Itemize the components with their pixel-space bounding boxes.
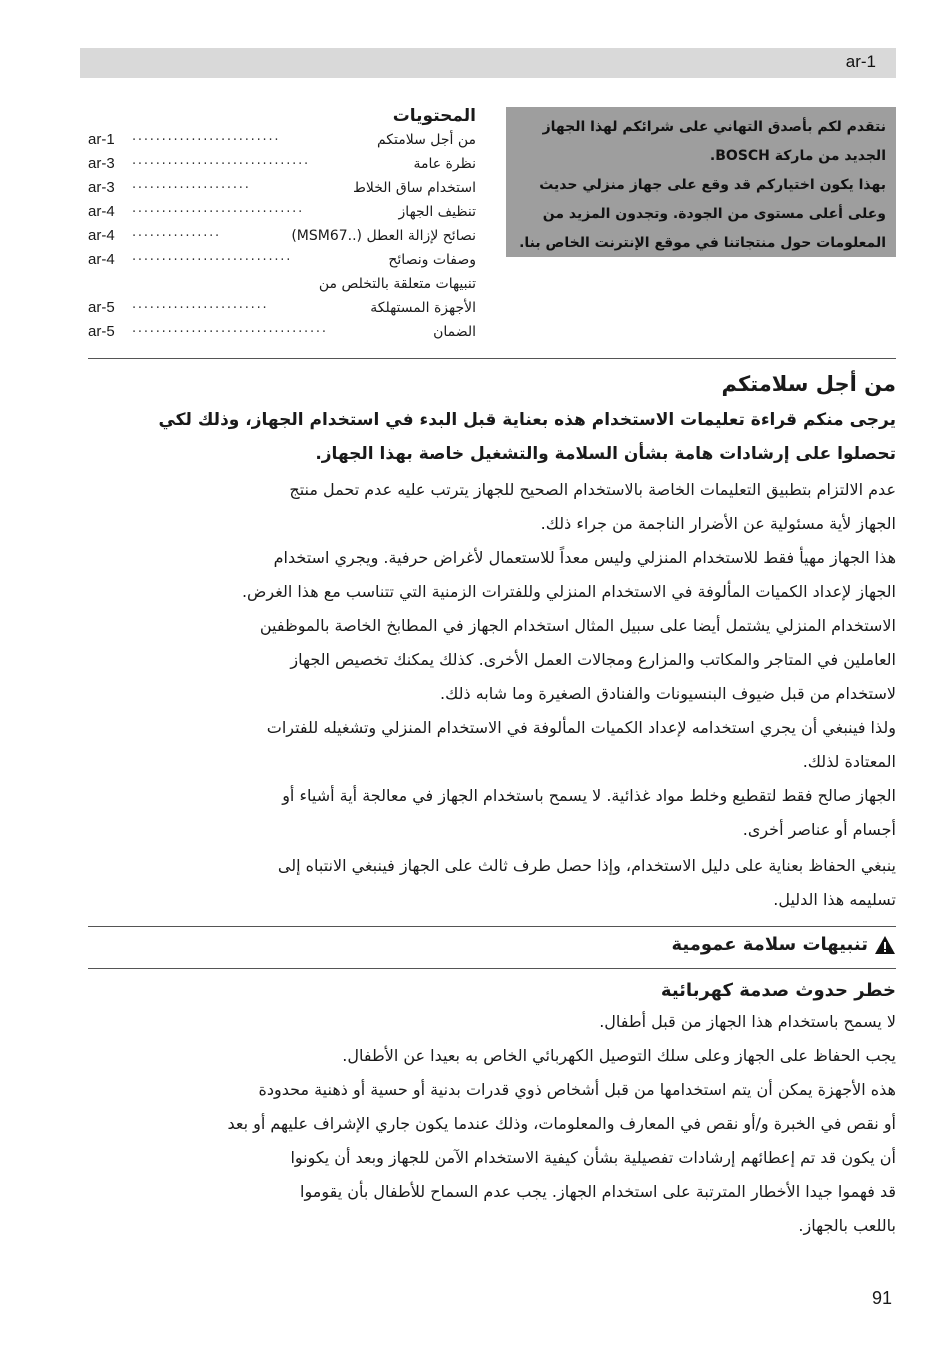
toc-entry-page: ar-3	[88, 155, 115, 172]
paragraph-line: الاستخدام المنزلي يشتمل أيضا على سبيل المثال استخدام الجهاز في المطابخ الخاصة بالموظفين	[259, 616, 896, 635]
intro-line: بهذا يكون اختياركم قد وقع على جهاز منزلي حديث	[539, 177, 886, 193]
toc-entry-title: نصائح لإزالة العطل (..MSM67)	[291, 228, 476, 244]
toc-entry-title: نظرة عامة	[413, 156, 476, 172]
toc-leader: ....................	[132, 177, 251, 192]
warning-triangle-icon	[874, 935, 896, 955]
paragraph-line: أن يكون قد تم إعطائهم إرشادات تفصيلية بشأن كيفية الاستخدام الآمن للجهاز وبعد أن يكونوا	[290, 1148, 896, 1167]
toc-entry-title: تنبيهات متعلقة بالتخلص من	[318, 276, 476, 292]
paragraph-line: الجهاز لأية مسئولية عن الأضرار الناجمة من جراء ذلك.	[540, 514, 896, 533]
section-code: ar-1	[845, 52, 876, 71]
divider	[88, 968, 896, 969]
toc-entry-title: وصفات ونصائح	[388, 252, 476, 268]
toc-leader: .................................	[132, 321, 328, 336]
toc-entry-title: الأجهزة المستهلكة	[370, 300, 476, 316]
toc-leader: ..............................	[132, 153, 310, 168]
warnings-heading	[671, 934, 896, 955]
paragraph-line: أجسام أو عناصر أخرى.	[742, 820, 896, 839]
toc-entry[interactable]	[88, 248, 476, 272]
paragraph-line: هذا الجهاز مهيأ فقط للاستخدام المنزلي وليس معداً للاستعمال لأغراض حرفية. ويجري استخدام	[273, 548, 896, 567]
toc-entry-title: من أجل سلامتكم	[376, 132, 476, 148]
toc-leader: ...........................	[132, 249, 293, 264]
paragraph-line: أو نقص في الخبرة و/أو نقص في المعارف والمعلومات، وذلك عندما يكون جاري الإشراف عليهم أو بعد	[227, 1114, 896, 1133]
warnings-title: تنبيهات سلامة عمومية	[671, 934, 868, 955]
paragraph-line: ينبغي الحفاظ بعناية على دليل الاستخدام، وإذا حصل طرف ثالث على الجهاز فينبغي الانتباه إلى	[277, 856, 896, 875]
paragraph-line: هذه الأجهزة يمكن أن يتم استخدامها من قبل أشخاص ذوي قدرات بدنية أو حسية أو ذهنية محدودة	[258, 1080, 896, 1099]
toc-entry-page: ar-1	[88, 131, 115, 148]
paragraph-line: الجهاز لإعداد الكميات المألوفة في الاستخدام المنزلي وللفترات الزمنية التي تتناسب مع هذا الغرض.	[241, 582, 896, 601]
intro-line: الجديد من ماركة BOSCH.	[709, 148, 886, 164]
bold-paragraph-line: تحصلوا على إرشادات هامة بشأن السلامة والتشغيل خاصة بهذا الجهاز.	[315, 444, 896, 464]
paragraph-line: لاستخدام من قبل ضيوف البنسيونات والفنادق الصغيرة وما شابه ذلك.	[440, 684, 896, 703]
toc-leader: .........................	[132, 129, 281, 144]
table-of-contents	[88, 104, 476, 344]
toc-entry-title: استخدام ساق الخلاط	[352, 180, 476, 196]
intro-box	[506, 107, 896, 257]
paragraph-line: عدم الالتزام بتطبيق التعليمات الخاصة بالاستخدام الصحيح للجهاز يترتب عليه عدم تحمل منتج	[289, 480, 896, 499]
toc-entry-page: ar-4	[88, 251, 115, 268]
intro-line: وعلى أعلى مستوى من الجودة. وتجدون المزيد من	[542, 206, 886, 222]
section-title: من أجل سلامتكم	[721, 372, 896, 396]
paragraph-line: قد فهموا جيدا الأخطار المترتبة على استخدام الجهاز. يجب عدم السماح للأطفال بأن يقوموا	[300, 1182, 896, 1201]
subsection-title: خطر حدوث صدمة كهربائية	[660, 980, 896, 1001]
toc-entry-title: تنظيف الجهاز	[398, 204, 476, 220]
bold-paragraph-line: يرجى منكم قراءة تعليمات الاستخدام هذه بعناية قبل البدء في استخدام الجهاز، وذلك لكي	[158, 410, 896, 430]
page-number: 91	[872, 1288, 893, 1308]
paragraph-line: ولذا فينبغي أن يجري استخدامه لإعداد الكميات المألوفة في الاستخدام المنزلي وتشغيله للفترات	[266, 718, 896, 737]
toc-entry-page: ar-3	[88, 179, 115, 196]
toc-entry-page: ar-5	[88, 299, 115, 316]
divider	[88, 926, 896, 927]
toc-entry-page: ar-4	[88, 203, 115, 220]
paragraph-line: الجهاز صالح فقط لتقطيع وخلط مواد غذائية. لا يسمح باستخدام الجهاز في معالجة أية أشياء أو	[282, 786, 896, 805]
toc-leader: .............................	[132, 201, 305, 216]
header-bar	[80, 48, 896, 78]
paragraph-line: العاملين في المتاجر والمكاتب والمزارع ومجالات العمل الأخرى. كذلك يمكنك تخصيص الجهاز	[290, 650, 896, 669]
toc-leader: ...............	[132, 225, 221, 240]
intro-line: نتقدم لكم بأصدق التهاني على شرائكم لهذا الجهاز	[542, 119, 886, 135]
paragraph-line: يجب الحفاظ على الجهاز وعلى سلك التوصيل الكهربائي الخاص به بعيدا عن الأطفال.	[342, 1046, 896, 1065]
intro-line: المعلومات حول منتجاتنا في موقع الإنترنت الخاص بنا.	[519, 235, 886, 251]
toc-entry-page: ar-5	[88, 323, 115, 340]
paragraph-line: لا يسمح باستخدام هذا الجهاز من قبل أطفال.	[599, 1012, 896, 1031]
divider	[88, 358, 896, 359]
toc-title: المحتويات	[392, 106, 476, 126]
paragraph-line: باللعب بالجهاز.	[798, 1216, 896, 1235]
toc-entry-title: الضمان	[433, 324, 476, 340]
paragraph-line: تسليمه هذا الدليل.	[773, 890, 896, 909]
toc-leader: .......................	[132, 297, 269, 312]
paragraph-line: المعتادة لذلك.	[802, 752, 896, 771]
toc-entry-page: ar-4	[88, 227, 115, 244]
toc-entry[interactable]	[88, 320, 476, 344]
